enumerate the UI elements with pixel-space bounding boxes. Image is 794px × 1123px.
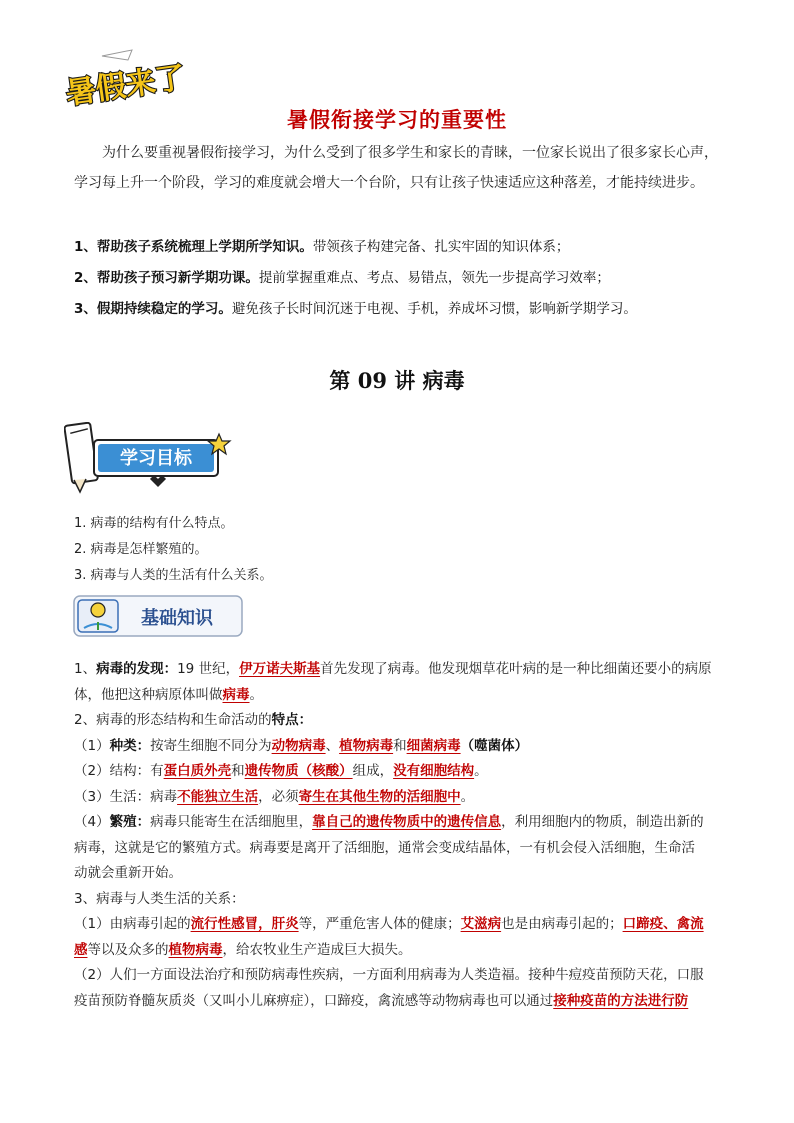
text-segment: （3）生活：病毒 [74,788,178,805]
text-segment: 19 世纪， [177,661,240,677]
text-segment: 组成， [352,763,394,779]
logo-text: 暑假来了 [63,60,188,108]
text-segment: 动物病毒 [271,737,326,754]
knowledge-line [74,683,724,709]
text-segment: ，给农牧业生产造成巨大损失。 [222,941,412,958]
text-segment: 和 [231,763,245,779]
text-segment: 也是由病毒引起的； [501,916,623,932]
knowledge-line [74,657,724,683]
goal-item: 3. 病毒与人类的生活有什么关系。 [74,568,273,583]
text-segment: 细菌病毒 [406,737,461,754]
text-segment: 和 [393,737,407,754]
text-segment: 疫苗预防脊髓灰质炎（又叫小儿麻痹症），口蹄疫，禽流感等动物病毒也可以通过 [74,992,554,1009]
text-segment: （1） [74,737,110,754]
knowledge-line [74,938,724,964]
text-segment: 2、病毒的形态结构和生命活动的 [74,712,272,728]
text-segment: ，利用细胞内的物质，制造出新的 [501,814,704,830]
goal-item: 1. 病毒的结构有什么特点。 [74,516,234,531]
knowledge-line [74,810,724,836]
text-segment: 遗传物质（核酸） [244,763,353,779]
text-segment: 植物病毒 [168,941,223,958]
knowledge-section [74,657,724,1014]
learning-goals-badge [64,422,239,494]
text-segment: 寄生在其他生物的活细胞中 [298,788,461,805]
text-segment: 。 [249,686,263,703]
text-segment: 蛋白质外壳 [163,763,232,779]
text-segment: 不能独立生活 [177,788,259,805]
text-segment: 病毒的发现： [96,661,178,677]
text-segment: 病毒只能寄生在活细胞里， [150,814,313,830]
knowledge-line [74,836,724,862]
knowledge-line [74,912,724,938]
knowledge-line [74,887,724,913]
intro-paragraph: 为什么要重视暑假衔接学习，为什么受到了很多学生和家长的青睐，一位家长说出了很多家长心声，学习每上升一个阶段，学习的难度就会增大一个台阶，只有让孩子快速适应这种落差，才能持续进步。 [74,145,718,191]
text-segment: （2）人们一方面设法治疗和预防病毒性疾病，一方面利用病毒为人类造福。接种牛痘疫苗预防天花，口服 [74,967,704,983]
text-segment: 伊万诺夫斯基 [239,661,321,677]
text-segment: 口蹄疫、禽流 [622,916,704,932]
text-segment: 按寄生细胞不同分为 [150,737,272,754]
knowledge-badge-text: 基础知识 [141,608,213,629]
goal-item: 2. 病毒是怎样繁殖的。 [74,542,208,557]
point-bold: 1、帮助孩子系统梳理上学期所学知识。 [74,239,313,255]
point-item [74,268,734,288]
summer-logo [62,48,192,108]
text-segment: 感 [74,941,88,958]
knowledge-line [74,708,724,734]
text-segment: 、 [325,737,340,754]
text-segment: （噬菌体） [460,737,529,754]
text-segment: 动就会重新开始。 [74,865,182,881]
text-segment: 特点： [271,712,313,728]
text-segment: （2）结构：有 [74,763,164,779]
point-text: 避免孩子长时间沉迷于电视、手机，养成坏习惯，影响新学期学习。 [231,301,637,317]
text-segment: 艾滋病 [460,916,502,932]
text-segment: 等，严重危害人体的健康； [298,916,461,932]
text-segment: 接种疫苗的方法进行防 [553,992,689,1009]
lesson-title: 第 09 讲 病毒 [329,368,465,393]
text-segment: 3、病毒与人类生活的关系： [74,890,245,907]
knowledge-line [74,785,724,811]
text-segment: 。 [460,788,475,805]
text-segment: 流行性感冒，肝炎 [190,916,299,932]
text-segment: 植物病毒 [339,737,394,754]
text-segment: 首先发现了病毒。他发现烟草花叶病的是一种比细菌还要小的病原 [320,661,712,677]
text-segment: （4） [74,814,110,830]
point-text: 带领孩子构建完备、扎实牢固的知识体系； [312,239,570,255]
text-segment: ，必须 [258,788,299,805]
text-segment: 病毒 [222,686,250,703]
text-segment: 没有细胞结构 [393,763,475,779]
knowledge-line [74,734,724,760]
text-segment: 病毒，这就是它的繁殖方式。病毒要是离开了活细胞，通常会变成结晶体，一有机会侵入活细胞，生命活 [74,839,695,856]
text-segment: 等以及众多的 [87,941,169,958]
knowledge-line [74,759,724,785]
text-segment: 靠自己的遗传物质中的遗传信息 [312,814,502,830]
point-bold: 3、假期持续稳定的学习。 [74,301,232,317]
text-segment: 。 [474,763,488,779]
point-text: 提前掌握重难点、考点、易错点，领先一步提高学习效率； [258,270,610,286]
goals-badge-text: 学习目标 [120,448,192,469]
text-segment: 体，他把这种病原体叫做 [74,686,223,703]
text-segment: 种类： [109,737,151,754]
text-segment: 繁殖： [109,814,151,830]
knowledge-line [74,861,724,887]
knowledge-line [74,963,724,989]
point-item [74,237,734,257]
point-bold: 2、帮助孩子预习新学期功课。 [74,270,259,286]
knowledge-line [74,989,724,1015]
text-segment: 1、 [74,661,97,677]
text-segment: （1）由病毒引起的 [74,916,191,932]
basic-knowledge-badge [72,592,250,642]
header-title: 暑假衔接学习的重要性 [287,108,507,132]
point-item [74,299,734,319]
